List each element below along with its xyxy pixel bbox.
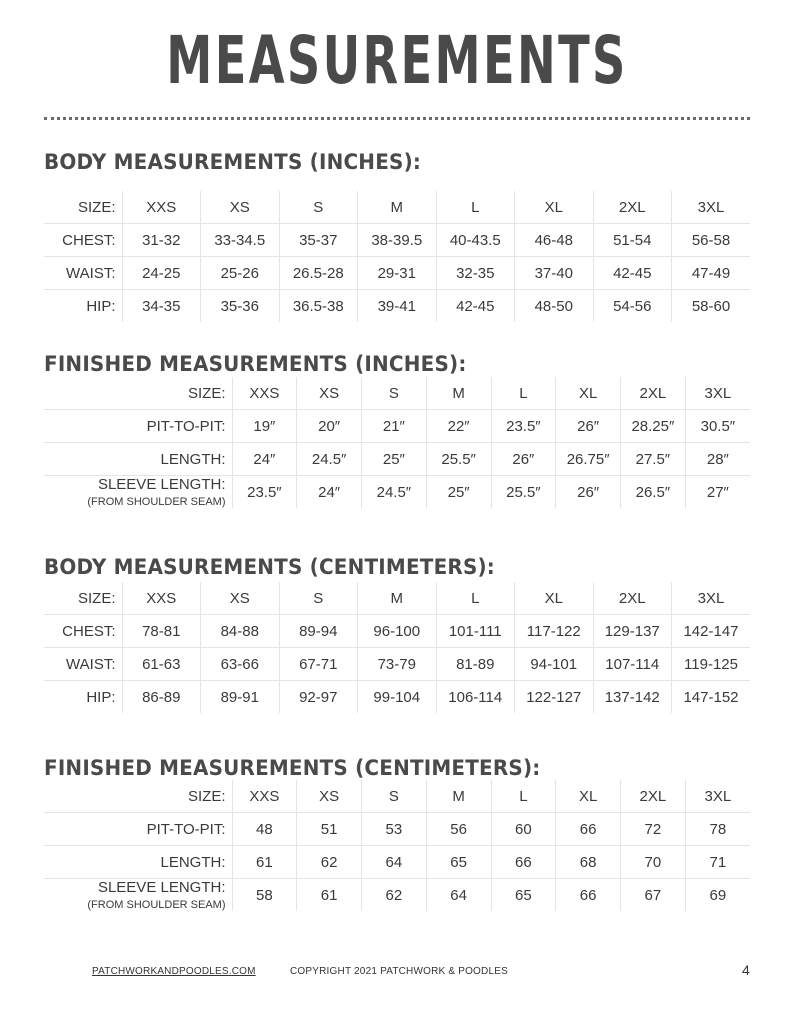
size-header-cell: 2XL [621, 780, 686, 813]
sleeve-length-label: SLEEVE LENGTH: [97, 879, 226, 896]
measurement-cell: 25.5″ [491, 476, 556, 509]
measurement-cell: 38-39.5 [358, 224, 437, 257]
size-header-row [44, 582, 750, 615]
measurement-cell: 54-56 [593, 290, 672, 323]
sleeve-length-row [44, 476, 750, 509]
size-header-cell: S [362, 377, 427, 410]
size-header-cell: L [436, 191, 515, 224]
measurement-cell: 26″ [556, 410, 621, 443]
size-header-cell: XS [201, 582, 280, 615]
measurement-cell: 26″ [491, 443, 556, 476]
row-label [44, 476, 232, 509]
measurement-cell: 81-89 [436, 648, 515, 681]
measurement-cell: 46-48 [515, 224, 594, 257]
measurement-cell: 119-125 [672, 648, 751, 681]
measurement-cell: 20″ [297, 410, 362, 443]
size-header-cell: 3XL [685, 377, 750, 410]
measurement-cell: 47-49 [672, 257, 751, 290]
size-header-cell: L [491, 377, 556, 410]
size-header-cell: M [426, 780, 491, 813]
size-header-cell: S [279, 582, 358, 615]
row-label: PIT-TO-PIT: [44, 813, 232, 846]
size-header-cell: M [358, 582, 437, 615]
size-header-cell: XL [515, 582, 594, 615]
measurement-cell: 51 [297, 813, 362, 846]
website-link[interactable]: PATCHWORKANDPOODLES.COM [92, 966, 256, 977]
body-inches-table [44, 191, 750, 322]
measurement-cell: 106-114 [436, 681, 515, 714]
measurement-cell: 42-45 [593, 257, 672, 290]
measurement-cell: 35-37 [279, 224, 358, 257]
size-header-cell: 2XL [621, 377, 686, 410]
measurement-cell: 63-66 [201, 648, 280, 681]
size-header-cell: S [279, 191, 358, 224]
table-row [44, 257, 750, 290]
measurement-cell: 84-88 [201, 615, 280, 648]
measurement-cell: 89-94 [279, 615, 358, 648]
measurement-cell: 142-147 [672, 615, 751, 648]
size-label: SIZE: [44, 377, 232, 410]
measurement-cell: 64 [426, 879, 491, 912]
size-header-cell: XXS [232, 780, 297, 813]
sleeve-length-label: SLEEVE LENGTH: [97, 476, 226, 493]
measurement-cell: 92-97 [279, 681, 358, 714]
size-header-cell: XS [297, 780, 362, 813]
measurement-cell: 89-91 [201, 681, 280, 714]
measurement-cell: 27″ [706, 483, 729, 501]
measurement-cell: 72 [621, 813, 686, 846]
size-header-cell: XXS [122, 191, 201, 224]
size-header-cell: 3XL [672, 582, 751, 615]
measurement-cell: 58-60 [691, 297, 731, 315]
measurement-cell: 65 [491, 879, 556, 912]
size-header-row [44, 191, 750, 224]
measurement-cell: 26.5″ [621, 476, 686, 509]
measurement-cell: 23.5″ [232, 476, 297, 509]
measurement-cell: 25″ [426, 476, 491, 509]
size-header-cell: 3XL [685, 780, 750, 813]
size-header-cell: M [426, 377, 491, 410]
size-header-row [44, 377, 750, 410]
measurement-cell: 30.5″ [685, 410, 750, 443]
table-row [44, 410, 750, 443]
table-row [44, 648, 750, 681]
table-row [44, 224, 750, 257]
row-label [44, 879, 232, 912]
row-label: LENGTH: [44, 846, 232, 879]
sleeve-length-sublabel: (FROM SHOULDER SEAM) [87, 899, 226, 911]
row-label: CHEST: [44, 224, 122, 257]
measurement-cell: 48 [232, 813, 297, 846]
measurement-cell: 71 [685, 846, 750, 879]
measurement-cell: 147-152 [683, 688, 739, 706]
size-header-cell: XS [201, 191, 280, 224]
size-header-cell: 2XL [593, 191, 672, 224]
dotted-divider [44, 117, 750, 120]
measurement-cell: 19″ [232, 410, 297, 443]
measurement-cell: 53 [362, 813, 427, 846]
measurement-cell: 26″ [556, 476, 621, 509]
size-header-cell: XL [515, 191, 594, 224]
table-row [44, 443, 750, 476]
measurement-cell: 51-54 [593, 224, 672, 257]
measurement-cell: 99-104 [358, 681, 437, 714]
measurement-cell: 24-25 [122, 257, 201, 290]
measurement-cell: 24″ [297, 476, 362, 509]
measurement-cell: 42-45 [436, 290, 515, 323]
size-header-cell: L [491, 780, 556, 813]
measurement-cell: 25″ [362, 443, 427, 476]
measurement-cell: 58 [232, 879, 297, 912]
measurement-cell: 34-35 [122, 290, 201, 323]
measurement-cell: 60 [491, 813, 556, 846]
measurement-cell: 29-31 [358, 257, 437, 290]
row-label: HIP: [44, 681, 122, 714]
measurement-cell: 27.5″ [621, 443, 686, 476]
row-label: CHEST: [44, 615, 122, 648]
measurement-cell: 96-100 [358, 615, 437, 648]
measurement-cell: 129-137 [593, 615, 672, 648]
measurement-cell: 69 [709, 886, 727, 904]
measurement-cell: 78 [685, 813, 750, 846]
size-label: SIZE: [44, 191, 122, 224]
size-header-cell: XL [556, 377, 621, 410]
row-label: HIP: [44, 290, 122, 323]
section-heading-body-inches: BODY MEASUREMENTS (INCHES): [44, 150, 422, 174]
measurement-cell: 25.5″ [426, 443, 491, 476]
measurement-cell: 73-79 [358, 648, 437, 681]
measurement-cell: 37-40 [515, 257, 594, 290]
size-header-cell: XL [556, 780, 621, 813]
size-header-cell: 2XL [593, 582, 672, 615]
size-header-cell: M [358, 191, 437, 224]
size-header-row [44, 780, 750, 813]
table-row [44, 681, 750, 714]
measurement-cell: 101-111 [436, 615, 515, 648]
measurement-cell: 24″ [232, 443, 297, 476]
row-label: WAIST: [44, 257, 122, 290]
measurement-cell: 62 [362, 879, 427, 912]
size-header-cell: L [436, 582, 515, 615]
measurement-cell: 86-89 [122, 681, 201, 714]
measurement-cell: 68 [556, 846, 621, 879]
measurement-cell: 25-26 [201, 257, 280, 290]
measurement-cell: 40-43.5 [436, 224, 515, 257]
measurement-cell: 28.25″ [621, 410, 686, 443]
measurement-cell: 26.75″ [556, 443, 621, 476]
measurement-cell: 94-101 [515, 648, 594, 681]
measurement-cell: 67 [621, 879, 686, 912]
measurement-cell: 107-114 [593, 648, 672, 681]
measurement-cell: 32-35 [436, 257, 515, 290]
measurement-cell: 61-63 [122, 648, 201, 681]
finished-inches-table [44, 377, 750, 508]
measurement-cell: 24.5″ [362, 476, 427, 509]
measurement-cell: 28″ [685, 443, 750, 476]
measurement-cell: 67-71 [279, 648, 358, 681]
copyright-text: COPYRIGHT 2021 PATCHWORK & POODLES [290, 966, 508, 977]
measurement-cell: 62 [297, 846, 362, 879]
measurement-cell: 56-58 [672, 224, 751, 257]
size-header-cell: XS [297, 377, 362, 410]
sleeve-length-sublabel: (FROM SHOULDER SEAM) [87, 496, 226, 508]
row-label: PIT-TO-PIT: [44, 410, 232, 443]
size-header-cell: XXS [122, 582, 201, 615]
size-label: SIZE: [44, 780, 232, 813]
measurement-cell: 39-41 [358, 290, 437, 323]
measurement-cell: 24.5″ [297, 443, 362, 476]
page-title: MEASUREMENTS [166, 22, 628, 99]
measurement-cell: 78-81 [122, 615, 201, 648]
section-heading-finished-cm: FINISHED MEASUREMENTS (CENTIMETERS): [44, 756, 541, 780]
body-cm-table [44, 582, 750, 713]
measurement-cell: 61 [232, 846, 297, 879]
measurement-cell: 137-142 [593, 681, 672, 714]
measurement-cell: 66 [556, 813, 621, 846]
size-header-cell: 3XL [672, 191, 751, 224]
table-row [44, 846, 750, 879]
row-label: LENGTH: [44, 443, 232, 476]
size-label: SIZE: [44, 582, 122, 615]
size-header-cell: S [362, 780, 427, 813]
measurement-cell: 35-36 [201, 290, 280, 323]
page-number: 4 [742, 962, 750, 978]
measurement-cell: 31-32 [122, 224, 201, 257]
measurement-cell: 21″ [362, 410, 427, 443]
table-row [44, 290, 750, 323]
measurement-cell: 23.5″ [491, 410, 556, 443]
section-heading-finished-inches: FINISHED MEASUREMENTS (INCHES): [44, 352, 467, 376]
measurement-cell: 122-127 [515, 681, 594, 714]
measurement-cell: 26.5-28 [279, 257, 358, 290]
measurement-cell: 61 [297, 879, 362, 912]
measurement-cell: 70 [621, 846, 686, 879]
measurement-cell: 36.5-38 [279, 290, 358, 323]
table-row [44, 615, 750, 648]
measurement-cell: 56 [426, 813, 491, 846]
measurement-cell: 33-34.5 [201, 224, 280, 257]
measurement-cell: 117-122 [515, 615, 594, 648]
measurement-cell: 48-50 [515, 290, 594, 323]
measurement-cell: 65 [426, 846, 491, 879]
table-row [44, 813, 750, 846]
measurement-cell: 66 [556, 879, 621, 912]
finished-cm-table [44, 780, 750, 911]
section-heading-body-cm: BODY MEASUREMENTS (CENTIMETERS): [44, 555, 495, 579]
sleeve-length-row [44, 879, 750, 912]
measurement-cell: 22″ [426, 410, 491, 443]
measurement-cell: 64 [362, 846, 427, 879]
size-header-cell: XXS [232, 377, 297, 410]
row-label: WAIST: [44, 648, 122, 681]
measurement-cell: 66 [491, 846, 556, 879]
